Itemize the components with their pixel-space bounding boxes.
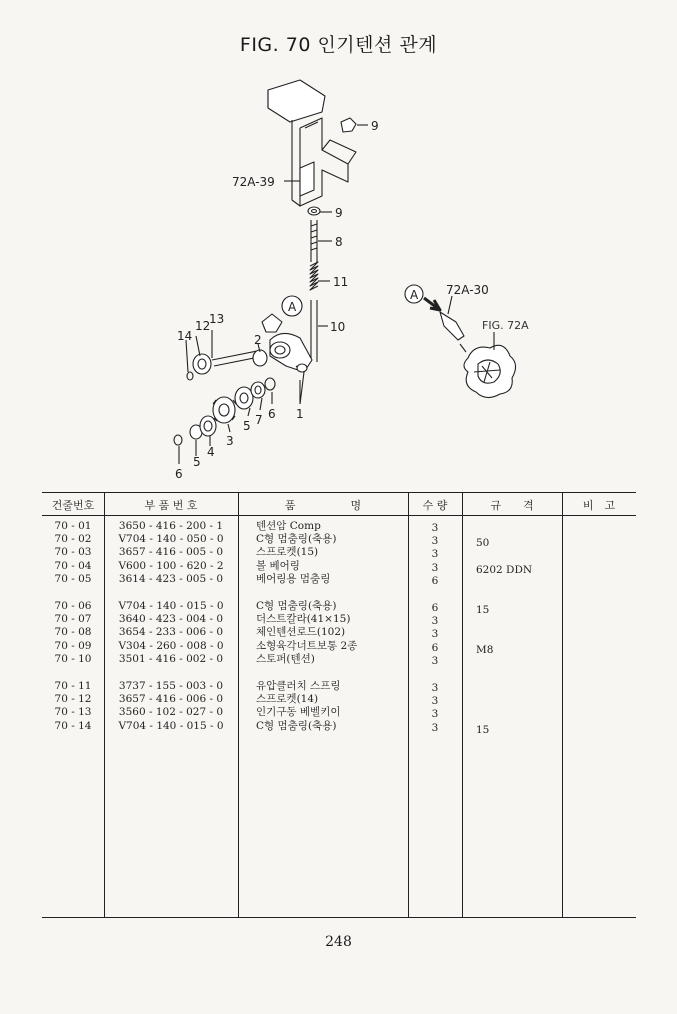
callout-5-left: 5 xyxy=(193,455,201,469)
part-name: 스토퍼(텐션) xyxy=(256,652,315,665)
item-number: 70 - 14 xyxy=(54,719,92,732)
callout-10: 10 xyxy=(330,320,346,334)
callout-9-mid: 9 xyxy=(335,206,343,220)
callout-12: 12 xyxy=(195,319,211,333)
specification: M8 xyxy=(476,643,494,656)
col-divider xyxy=(238,492,239,918)
callout-11: 11 xyxy=(333,275,349,289)
header-part-name: 품 명 xyxy=(284,499,362,512)
quantity: 3 xyxy=(431,561,439,574)
part-name: C형 멈춤링(축용) xyxy=(256,600,337,612)
part-number: 3614 - 423 - 005 - 0 xyxy=(118,572,224,585)
quantity: 3 xyxy=(431,695,439,708)
part-number: 3640 - 423 - 004 - 0 xyxy=(118,613,224,626)
part-name: C형 멈춤링(축용) xyxy=(256,533,337,546)
callout-4: 4 xyxy=(207,445,215,459)
item-number: 70 - 02 xyxy=(54,533,92,546)
part-number: V600 - 100 - 620 - 2 xyxy=(118,559,224,572)
part-name: 체인텐션로드(102) xyxy=(256,626,346,639)
part-name: 베어링용 멈춤링 xyxy=(256,572,331,585)
exploded-parts-diagram xyxy=(0,60,677,480)
item-number: 70 - 10 xyxy=(54,652,92,665)
part-name: 텐션암 Comp xyxy=(256,520,321,532)
part-number: 3737 - 155 - 003 - 0 xyxy=(118,680,224,692)
part-number: 3501 - 416 - 002 - 0 xyxy=(118,652,224,665)
quantity: 6 xyxy=(431,602,439,614)
callout-6-right: 6 xyxy=(268,407,276,421)
header-quantity: 수 량 xyxy=(422,499,448,512)
callout-72a-30: 72A-30 xyxy=(446,283,489,297)
quantity: 3 xyxy=(431,682,439,694)
quantity: 3 xyxy=(431,628,439,641)
part-number: 3657 - 416 - 005 - 0 xyxy=(118,546,224,559)
quantity: 3 xyxy=(431,522,439,534)
header-spec: 규 격 xyxy=(490,499,534,512)
callout-2: 2 xyxy=(254,333,262,347)
part-name: C형 멈춤링(축용) xyxy=(256,719,337,732)
figure-title: FIG. 70 인기텐션 관계 xyxy=(239,34,438,56)
specification: 15 xyxy=(476,723,490,736)
part-number: 3650 - 416 - 200 - 1 xyxy=(118,520,224,532)
header-part-no: 부 품 번 호 xyxy=(144,499,198,512)
part-number: 3657 - 416 - 006 - 0 xyxy=(118,693,224,706)
quantity: 6 xyxy=(431,641,439,654)
item-number: 70 - 01 xyxy=(54,520,92,532)
part-number: 3654 - 233 - 006 - 0 xyxy=(118,626,224,639)
callout-5-right: 5 xyxy=(243,419,251,433)
item-number: 70 - 05 xyxy=(54,572,92,585)
part-number: V704 - 140 - 015 - 0 xyxy=(118,719,224,732)
table-top-rule xyxy=(42,492,636,493)
part-number: V304 - 260 - 008 - 0 xyxy=(118,639,224,652)
callout-fig-72a: FIG. 72A xyxy=(482,319,529,332)
item-number: 70 - 09 xyxy=(54,639,92,652)
specification: 6202 DDN xyxy=(476,563,533,576)
callout-a-left: A xyxy=(288,300,297,314)
callout-6-left: 6 xyxy=(175,467,183,480)
page-number: 248 xyxy=(325,934,352,950)
header-remarks: 비 고 xyxy=(582,499,616,512)
table-header-rule xyxy=(42,515,636,516)
callout-13: 13 xyxy=(209,312,225,326)
callout-a-right: A xyxy=(410,288,419,302)
col-divider xyxy=(462,492,463,918)
quantity: 3 xyxy=(431,654,439,667)
quantity: 6 xyxy=(431,574,439,587)
part-name: 유압클러치 스프링 xyxy=(256,680,341,692)
header-item-no: 건줄번호 xyxy=(51,499,95,512)
callout-9-top: 9 xyxy=(371,119,379,133)
part-name: 인기구동 베벨키이 xyxy=(256,706,341,719)
item-number: 70 - 13 xyxy=(54,706,92,719)
callout-72a-39: 72A-39 xyxy=(232,175,275,189)
quantity: 3 xyxy=(431,535,439,548)
item-number: 70 - 04 xyxy=(54,559,92,572)
part-number: V704 - 140 - 015 - 0 xyxy=(118,600,224,612)
quantity: 3 xyxy=(431,721,439,734)
quantity: 3 xyxy=(431,615,439,628)
callout-1: 1 xyxy=(296,407,304,421)
parts-table xyxy=(42,492,636,918)
part-number: V704 - 140 - 050 - 0 xyxy=(118,533,224,546)
specification: 50 xyxy=(476,537,490,550)
item-number: 70 - 08 xyxy=(54,626,92,639)
specification: 15 xyxy=(476,604,490,616)
callout-7: 7 xyxy=(255,413,263,427)
quantity: 3 xyxy=(431,708,439,721)
col-divider xyxy=(562,492,563,918)
callout-3: 3 xyxy=(226,434,234,448)
quantity: 3 xyxy=(431,548,439,561)
item-number: 70 - 03 xyxy=(54,546,92,559)
callout-14: 14 xyxy=(177,329,193,343)
part-name: 스프로켓(15) xyxy=(256,546,319,559)
callout-8: 8 xyxy=(335,235,343,249)
part-name: 볼 베어링 xyxy=(256,559,300,572)
item-number: 70 - 07 xyxy=(54,613,92,626)
item-number: 70 - 11 xyxy=(54,680,92,692)
part-name: 스프로켓(14) xyxy=(256,693,319,706)
item-number: 70 - 06 xyxy=(54,600,92,612)
table-bottom-rule xyxy=(42,917,636,918)
item-number: 70 - 12 xyxy=(54,693,92,706)
part-name: 더스트칼라(41×15) xyxy=(256,613,351,626)
part-name: 소형육각너트보통 2종 xyxy=(256,639,358,652)
part-number: 3560 - 102 - 027 - 0 xyxy=(118,706,224,719)
